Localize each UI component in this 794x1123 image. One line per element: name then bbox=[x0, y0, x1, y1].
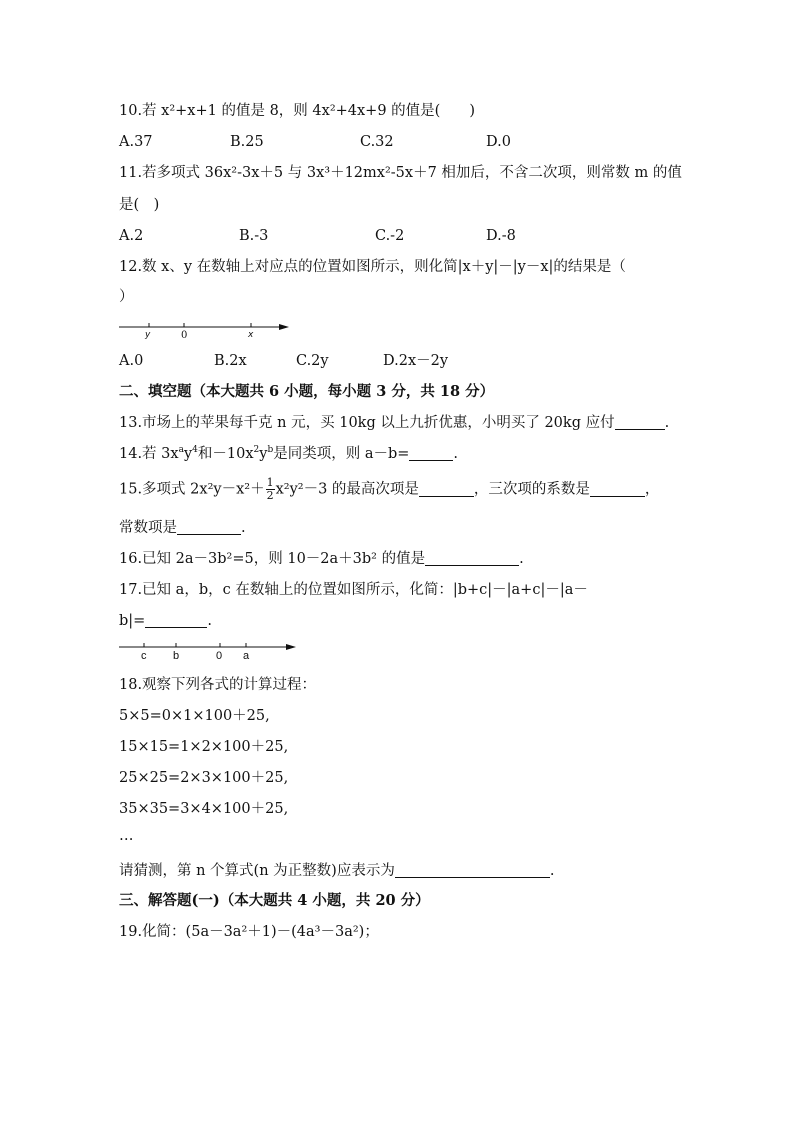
q18-period: . bbox=[549, 863, 555, 879]
q18-answer-blank bbox=[395, 862, 550, 878]
q10-option-a: A.37 bbox=[119, 134, 153, 150]
section-3-heading: 三、解答题(一)（本大题共 4 小题，共 20 分） bbox=[119, 892, 430, 909]
q18-example-2: 15×15=1×2×100＋25, bbox=[119, 739, 289, 755]
q14-text-mid: 和－10x bbox=[197, 446, 254, 462]
q12-tick-y: y bbox=[145, 330, 151, 340]
q15-text-mid: ，三次项的系数是 bbox=[473, 481, 590, 498]
q15-fraction-denominator: 2 bbox=[266, 489, 274, 502]
q11-option-b: B.-3 bbox=[239, 228, 269, 244]
q15-period: . bbox=[241, 520, 246, 536]
q18-example-3: 25×25=2×3×100＋25, bbox=[119, 770, 289, 786]
q14-text-y1: y bbox=[183, 446, 193, 462]
question-10-stem: 10.若 x²+x+1 的值是 8，则 4x²+4x+9 的值是( ) bbox=[119, 103, 475, 119]
section-2-heading: 二、填空题（本大题共 6 小题，每小题 3 分，共 18 分） bbox=[119, 383, 495, 400]
q16-text: 16.已知 2a－3b²=5，则 10－2a＋3b² 的值是 bbox=[119, 551, 426, 567]
question-19: 19.化简：(5a－3a²＋1)－(4a³－3a²)； bbox=[119, 924, 379, 940]
q12-tick-x: x bbox=[248, 330, 254, 340]
q14-text-y2: y bbox=[259, 446, 268, 462]
q15-fraction-numerator: 1 bbox=[266, 476, 274, 489]
q14-exp-b: b bbox=[267, 445, 274, 455]
q15-blank-cubic-coefficient bbox=[590, 481, 645, 497]
q10-option-b: B.25 bbox=[230, 134, 264, 150]
q14-text-prefix: 14.若 3x bbox=[119, 446, 179, 462]
q16-answer-blank bbox=[425, 550, 519, 566]
question-12-stem-line1: 12.数 x、y 在数轴上对应点的位置如图所示，则化简|x＋y|－|y－x|的结果是（ bbox=[119, 259, 626, 275]
q10-option-d: D.0 bbox=[486, 134, 511, 150]
q17-text: b|= bbox=[119, 613, 146, 629]
question-15-line1: 15.多项式 2x²y－x²＋ $\frac{1}{2}$ x²y²－3 的最高次项是 ，三次项的系数是 ， bbox=[119, 476, 660, 502]
q15-text-constant: 常数项是 bbox=[119, 520, 177, 536]
q14-exp-4: 4 bbox=[192, 445, 198, 455]
q14-exp-a: a bbox=[178, 445, 184, 455]
q15-text-prefix: 15.多项式 2x²y－x²＋ bbox=[119, 481, 265, 498]
q17-tick-c: c bbox=[141, 650, 147, 662]
question-11-stem-line1: 11.若多项式 36x²-3x＋5 与 3x³＋12mx²-5x＋7 相加后，不含二次项，则常数 m 的值 bbox=[119, 165, 682, 181]
q15-text-after-fraction: x²y²－3 的最高次项是 bbox=[275, 481, 419, 498]
question-13 bbox=[119, 413, 669, 433]
question-12-stem-line2: ） bbox=[119, 289, 134, 305]
q17-period: . bbox=[207, 613, 212, 629]
q14-answer-blank bbox=[409, 445, 453, 461]
q12-option-a: A.0 bbox=[119, 353, 144, 369]
question-17-line2 bbox=[119, 611, 212, 631]
question-14 bbox=[119, 444, 458, 464]
q17-tick-0: 0 bbox=[216, 650, 223, 662]
q18-ellipsis: … bbox=[119, 828, 134, 844]
q11-option-c: C.-2 bbox=[375, 228, 405, 244]
question-18-intro: 18.观察下列各式的计算过程： bbox=[119, 677, 317, 693]
q15-blank-constant bbox=[177, 519, 241, 535]
q14-period: . bbox=[453, 446, 459, 462]
q18-example-4: 35×35=3×4×100＋25, bbox=[119, 801, 289, 817]
q17-tick-b: b bbox=[173, 650, 180, 662]
q10-option-c: C.32 bbox=[360, 134, 394, 150]
q12-option-b: B.2x bbox=[214, 353, 247, 369]
q17-number-line bbox=[119, 640, 299, 664]
q11-option-a: A.2 bbox=[119, 228, 144, 244]
q12-tick-0: 0 bbox=[181, 330, 188, 341]
question-13-text: 13.市场上的苹果每千克 n 元，买 10kg 以上九折优惠，小明买了 20kg 应付 bbox=[119, 415, 615, 431]
question-17-line1: 17.已知 a，b，c 在数轴上的位置如图所示，化简：|b+c|－|a+c|－|a－ bbox=[119, 582, 588, 598]
q17-answer-blank bbox=[145, 612, 207, 628]
q18-example-1: 5×5=0×1×100＋25, bbox=[119, 708, 270, 724]
q14-exp-2: 2 bbox=[253, 445, 260, 455]
question-11-stem-line2: 是( ) bbox=[119, 197, 160, 213]
q12-option-d: D.2x－2y bbox=[383, 353, 449, 369]
q12-option-c: C.2y bbox=[296, 353, 329, 369]
question-18-ask bbox=[119, 861, 554, 881]
q15-fraction bbox=[266, 477, 275, 502]
q14-text-suffix: 是同类项，则 a－b= bbox=[273, 446, 410, 462]
q16-period: . bbox=[519, 551, 524, 567]
q12-number-line bbox=[119, 320, 294, 344]
q18-ask-text: 请猜测，第 n 个算式(n 为正整数)应表示为 bbox=[119, 863, 395, 879]
q15-blank-highest-term bbox=[419, 481, 474, 497]
q13-period: . bbox=[664, 415, 670, 431]
question-16 bbox=[119, 549, 524, 569]
q13-answer-blank bbox=[615, 414, 665, 430]
q17-tick-a: a bbox=[243, 650, 250, 662]
question-15-line2 bbox=[119, 518, 246, 538]
q11-option-d: D.-8 bbox=[486, 228, 516, 244]
